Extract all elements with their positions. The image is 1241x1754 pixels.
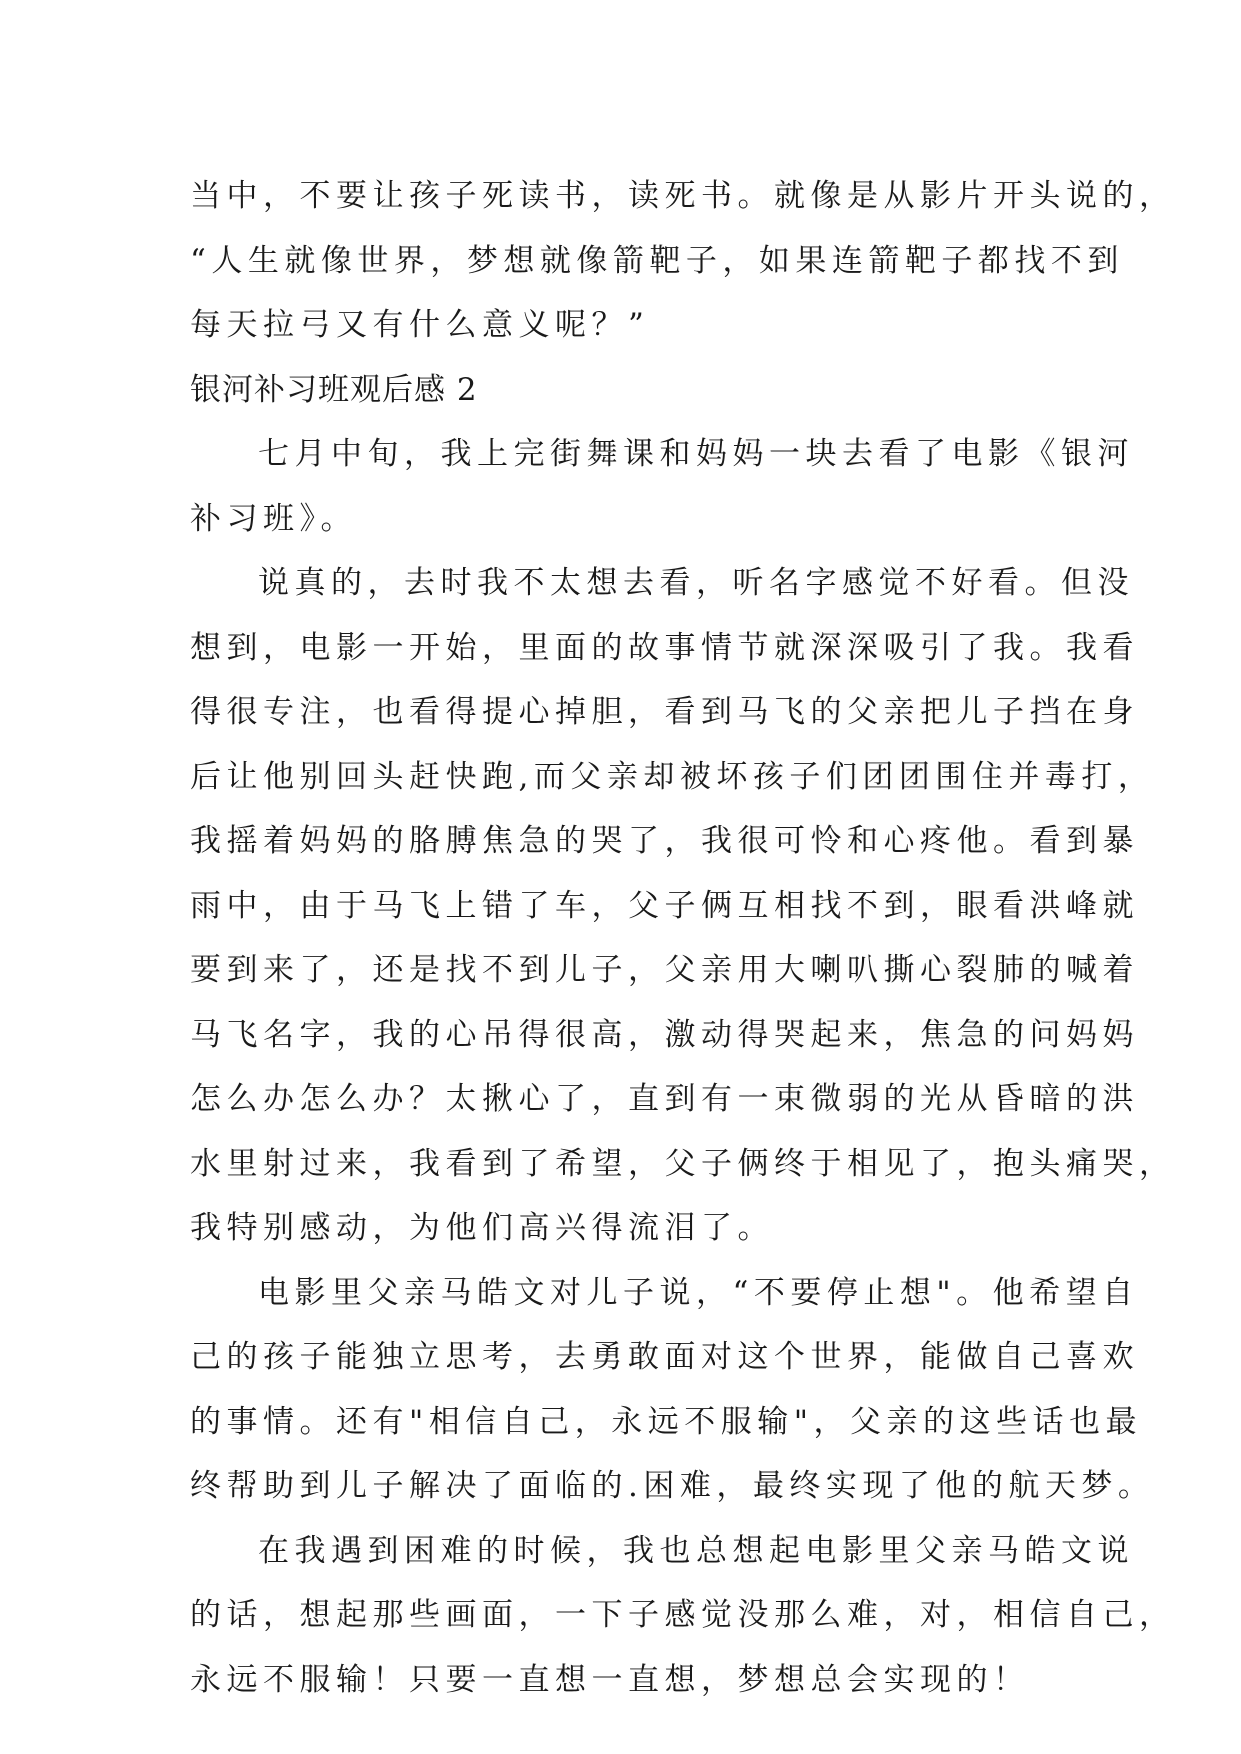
- document-body: [190, 164, 1176, 1712]
- text-line: 我特别感动，为他们高兴得流泪了。: [190, 1210, 774, 1246]
- text-line: 我摇着妈妈的胳膊焦急的哭了，我很可怜和心疼他。看到暴: [190, 823, 1139, 859]
- text-line: 的话，想起那些画面，一下子感觉没那么难，对，相信自己，: [190, 1597, 1176, 1633]
- text-line: 得很专注，也看得提心掉胆，看到马飞的父亲把儿子挡在身: [190, 694, 1139, 730]
- text-line: 说真的，去时我不太想去看，听名字感觉不好看。但没: [258, 565, 1134, 601]
- paragraph-2: [190, 551, 1176, 1261]
- intro-paragraph: [190, 164, 1176, 358]
- text-line: 每天拉弓又有什么意义呢？”: [190, 307, 650, 343]
- text-line: 马飞名字，我的心吊得很高，激动得哭起来，焦急的问妈妈: [190, 1016, 1139, 1053]
- text-line: 雨中，由于马飞上错了车，父子俩互相找不到，眼看洪峰就: [190, 887, 1139, 924]
- text-line: 后让他别回头赶快跑,而父亲却被坏孩子们团团围住并毒打，: [190, 758, 1155, 795]
- text-line: 七月中旬，我上完街舞课和妈妈一块去看了电影《银河: [258, 436, 1134, 472]
- text-line: 补习班》。: [190, 500, 357, 537]
- section-title: 银河补习班观后感 2: [190, 371, 478, 408]
- paragraph-4: [190, 1519, 1176, 1713]
- text-line: 电影里父亲马皓文对儿子说，“不要停止想"。他希望自: [258, 1274, 1139, 1311]
- text-line: 想到，电影一开始，里面的故事情节就深深吸引了我。我看: [190, 629, 1139, 666]
- text-line: 要到来了，还是找不到儿子，父亲用大喇叭撕心裂肺的喊着: [190, 952, 1139, 988]
- paragraph-1: [190, 422, 1134, 551]
- text-line: 水里射过来，我看到了希望，父子俩终于相见了，抱头痛哭，: [190, 1145, 1176, 1182]
- text-line: 怎么办怎么办？太揪心了，直到有一束微弱的光从昏暗的洪: [190, 1081, 1139, 1117]
- text-line: 己的孩子能独立思考，去勇敢面对这个世界，能做自己喜欢: [190, 1339, 1139, 1375]
- paragraph-3: [190, 1261, 1155, 1519]
- text-line: 的事情。还有"相信自己，永远不服输"，父亲的这些话也最: [190, 1403, 1143, 1440]
- text-line: 终帮助到儿子解决了面临的.困难，最终实现了他的航天梦。: [190, 1468, 1155, 1504]
- text-line: 当中，不要让孩子死读书，读死书。就像是从影片开头说的，: [190, 178, 1176, 214]
- text-line: 在我遇到困难的时候，我也总想起电影里父亲马皓文说: [258, 1532, 1134, 1569]
- text-line: “人生就像世界，梦想就像箭靶子，如果连箭靶子都找不到: [190, 242, 1124, 279]
- text-line: 永远不服输！只要一直想一直想，梦想总会实现的！: [190, 1661, 1030, 1698]
